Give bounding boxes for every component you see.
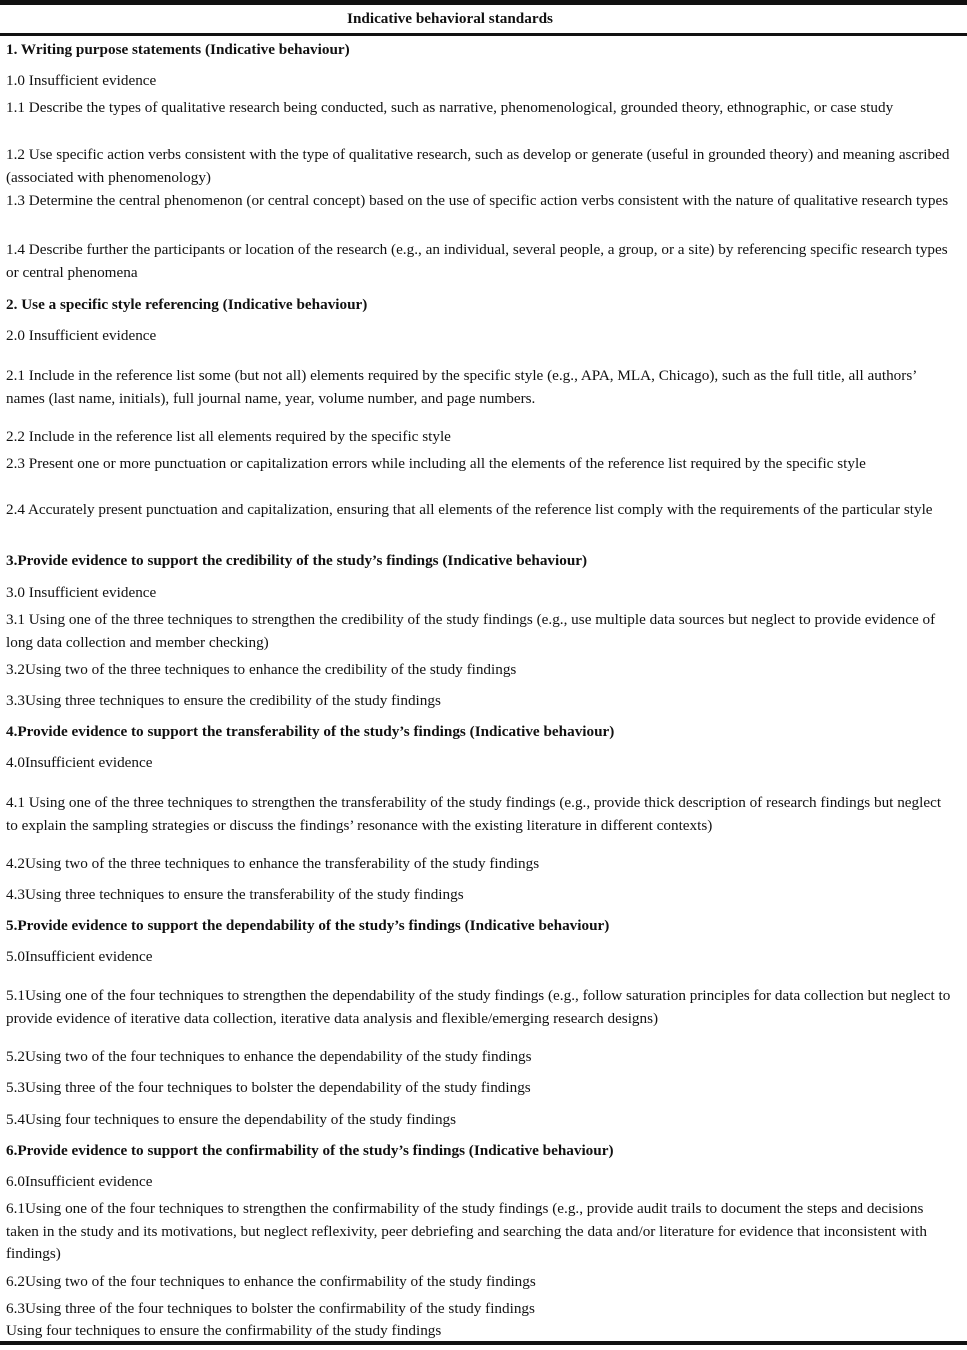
standard-item: 2.0 Insufficient evidence (6, 327, 157, 344)
standard-item: 4.2Using two of the three techniques to enhance the transferability of the study findings (6, 855, 540, 872)
standard-item: 4.0Insufficient evidence (6, 754, 153, 771)
standard-item: 6.0Insufficient evidence (6, 1173, 153, 1190)
standard-item: 2.1 Include in the reference list some (but not all) elements required by the specific style (e.g., APA, MLA, Chicago), such as the full title, all authors’ names (last name, initials), full journal name, year, volume number, and page numbers. (6, 367, 917, 407)
standard-item: 1.1 Describe the types of qualitative research being conducted, such as narrative, phenomenological, grounded theory, ethnographic, or case study (6, 99, 894, 116)
standard-item: 3.1 Using one of the three techniques to strengthen the credibility of the study findings (e.g., use multiple data sources but neglect to provide evidence of long data collection and member checking) (6, 611, 936, 651)
table-header-rule (0, 33, 967, 36)
standard-item: 5.2Using two of the four techniques to enhance the dependability of the study findings (6, 1048, 532, 1065)
standard-item: 2.2 Include in the reference list all elements required by the specific style (6, 428, 451, 445)
standard-item: 3.0 Insufficient evidence (6, 584, 157, 601)
section-heading-2: 2. Use a specific style referencing (Indicative behaviour) (6, 296, 368, 313)
standard-item: 3.3Using three techniques to ensure the credibility of the study findings (6, 692, 441, 709)
standard-item: 4.3Using three techniques to ensure the transferability of the study findings (6, 886, 464, 903)
standard-item: 1.4 Describe further the participants or location of the research (e.g., an individual, several people, a group, or a site) by referencing specific research types or central phenomena (6, 241, 948, 281)
section-heading-4: 4.Provide evidence to support the transferability of the study’s findings (Indicative behaviour) (6, 723, 615, 740)
standard-item: 1.3 Determine the central phenomenon (or central concept) based on the use of specific action verbs consistent with the nature of qualitative research types (6, 192, 949, 209)
standard-item: 5.3Using three of the four techniques to bolster the dependability of the study findings (6, 1079, 531, 1096)
table-bottom-rule (0, 1341, 967, 1345)
standard-item: 4.1 Using one of the three techniques to strengthen the transferability of the study findings (e.g., provide thick description of research findings but neglect to explain the sampling strategies or discuss the findings’ resonance with the existing literature in different contexts) (6, 794, 942, 834)
section-heading-5: 5.Provide evidence to support the dependability of the study’s findings (Indicative behaviour) (6, 917, 610, 934)
standard-item: 1.2 Use specific action verbs consistent with the type of qualitative research, such as develop or generate (useful in grounded theory) and meaning ascribed (associated with phenomenology) (6, 146, 950, 186)
standard-item: 2.4 Accurately present punctuation and capitalization, ensuring that all elements of the reference list comply with the requirements of the particular style (6, 501, 933, 518)
standard-item: 6.2Using two of the four techniques to enhance the confirmability of the study findings (6, 1273, 536, 1290)
standard-item: 6.3Using three of the four techniques to bolster the confirmability of the study findings (6, 1300, 535, 1317)
standard-item: 6.1Using one of the four techniques to strengthen the confirmability of the study findings (e.g., provide audit trails to document the steps and decisions taken in the study and its motivations, but neglect reflexivity, peer debriefing and searching the data and/or literature for evidence that inconsistent with findings) (6, 1200, 927, 1262)
standard-item: 5.0Insufficient evidence (6, 948, 153, 965)
standard-item: 1.0 Insufficient evidence (6, 72, 157, 89)
standard-item: Using four techniques to ensure the confirmability of the study findings (6, 1322, 442, 1339)
section-heading-3: 3.Provide evidence to support the credibility of the study’s findings (Indicative behaviour) (6, 552, 588, 569)
standard-item: 5.4Using four techniques to ensure the dependability of the study findings (6, 1111, 457, 1128)
section-heading-1: 1. Writing purpose statements (Indicative behaviour) (6, 41, 350, 58)
standard-item: 2.3 Present one or more punctuation or capitalization errors while including all the elements of the reference list required by the specific style (6, 455, 866, 472)
standard-item: 5.1Using one of the four techniques to strengthen the dependability of the study findings (e.g., follow saturation principles for data collection but neglect to provide evidence of iterative data collection, iterative data analysis and flexible/emerging research designs) (6, 987, 951, 1027)
section-heading-6: 6.Provide evidence to support the confirmability of the study’s findings (Indicative behaviour) (6, 1142, 614, 1159)
table-title: Indicative behavioral standards (347, 10, 553, 27)
standard-item: 3.2Using two of the three techniques to enhance the credibility of the study findings (6, 661, 517, 678)
table-top-rule (0, 0, 967, 5)
